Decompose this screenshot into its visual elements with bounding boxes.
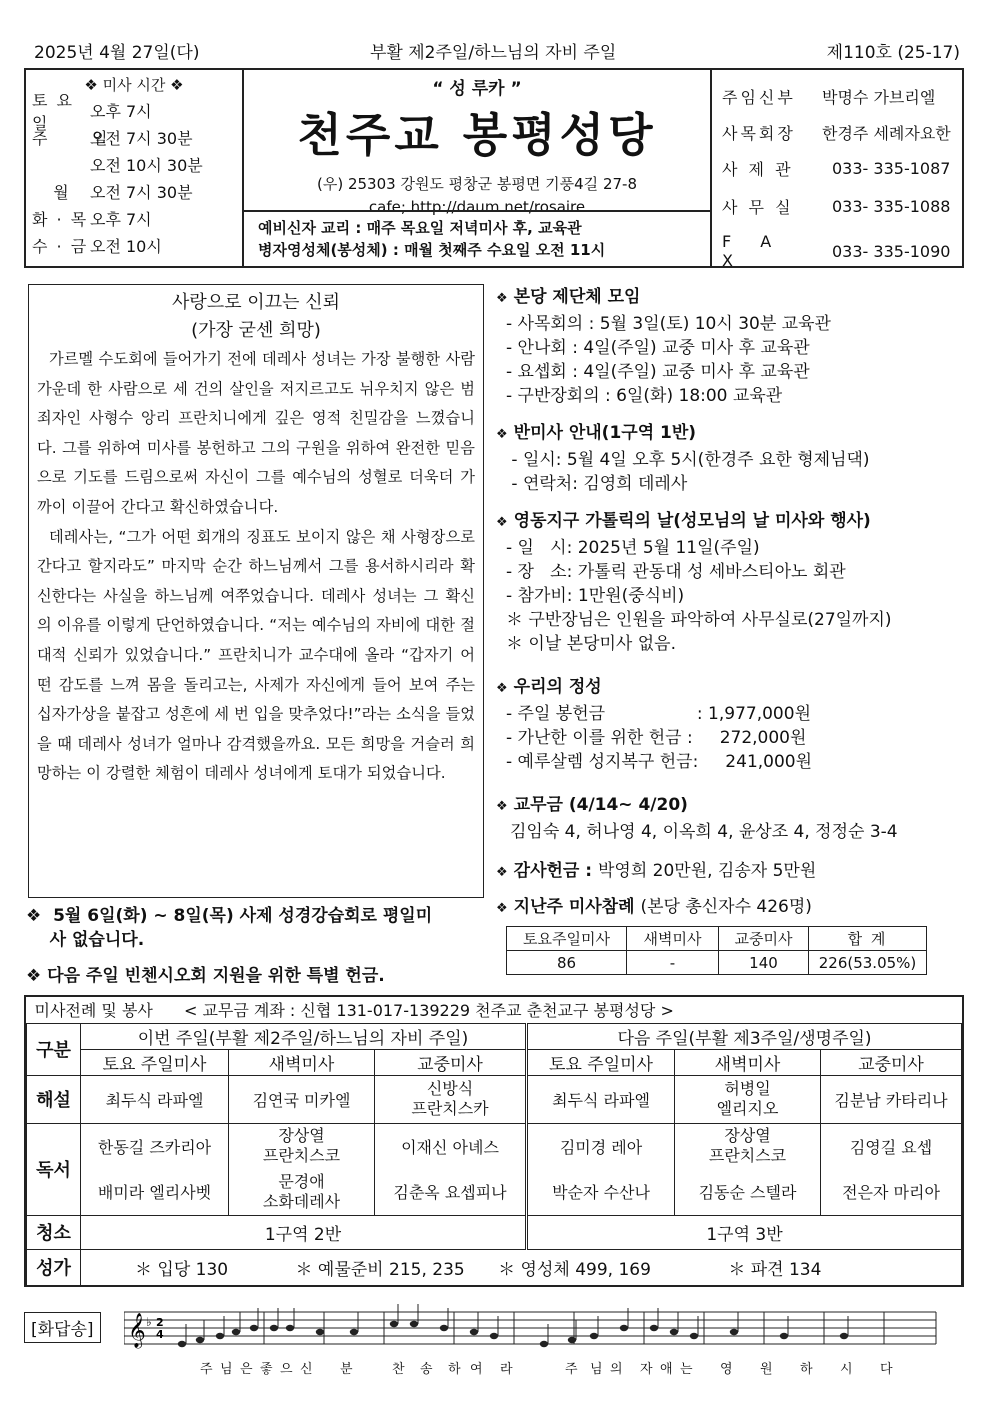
seminar-notice: ❖ 5월 6일(화) ~ 8일(목) 사제 성경강습회로 평일미 사 없습니다. xyxy=(26,906,433,950)
svg-text:4: 4 xyxy=(156,1328,164,1341)
dues-title: ❖ 교무금 (4/14~ 4/20) xyxy=(496,795,688,815)
lyric-syllable: 의 xyxy=(610,1362,624,1377)
table-cell: 최두식 라파엘 xyxy=(81,1075,229,1123)
list-item: - 안나회 : 4일(주일) 교중 미사 후 교육관 xyxy=(506,338,810,358)
reading-label: 독서 xyxy=(27,1123,81,1215)
meetings-title: ❖ 본당 제단체 모임 xyxy=(496,287,641,307)
music-staff xyxy=(124,1302,964,1356)
reflection-article xyxy=(28,284,484,898)
table-cell: 배미라 엘리사벳 xyxy=(81,1169,229,1215)
parish-block xyxy=(244,70,712,266)
thanks-section: ❖ 감사헌금 : 박영희 20만원, 김송자 5만원 xyxy=(496,861,817,881)
communion-notice: 병자영성체(봉성체) : 매월 첫째주 수요일 오전 11시 xyxy=(258,241,606,259)
lyric-syllable: 라 xyxy=(500,1362,514,1377)
lyric-syllable: 님 xyxy=(590,1362,604,1377)
table-cell: 박순자 수산나 xyxy=(527,1169,675,1215)
psalm-label: [화답송] xyxy=(24,1312,101,1343)
contact-row: 사 제 관 033- 335-1087 xyxy=(722,158,951,179)
contact-row: 사목회장 한경주 세례자요한 xyxy=(722,123,951,143)
header-box xyxy=(24,68,964,268)
music-note xyxy=(540,1341,548,1347)
table-cell: 장상열 프란치스코 xyxy=(229,1123,375,1169)
lyric-syllable: 영 xyxy=(720,1362,734,1377)
list-item: - 사목회의 : 5월 3일(토) 10시 30분 교육관 xyxy=(506,314,831,334)
music-note xyxy=(286,1325,294,1331)
diamond-icon: ❖ xyxy=(496,799,508,814)
lyric-syllable: 은 xyxy=(240,1362,254,1377)
list-item: - 구반장회의 : 6일(화) 18:00 교육관 xyxy=(506,386,783,406)
lyric-syllable: 여 xyxy=(470,1362,484,1377)
table-cell: 허병일 엘리지오 xyxy=(675,1075,821,1123)
mass-times xyxy=(26,70,244,266)
table-cell: 1구역 3반 xyxy=(527,1215,962,1249)
table-cell: 김미경 레아 xyxy=(527,1123,675,1169)
article-paragraph: 가르멜 수도회에 들어가기 전에 데레사 성녀는 가장 불행한 사람 가운데 한 사람으로 세 건의 살인을 저지르고도 뉘우치지 않은 범죄자인 사형수 앙리 프란치니에게 깊은 영적 친밀감을 느꼈습니다. 그를 위하여 미사를 봉헌하고 그의 구원을 위하여 완전한 믿음으로 기도를 드림으로써 자신이 그를 예수님의 성혈로 더욱더 가까이 이끌어 간다고 확신하였습니다. xyxy=(37,350,475,516)
contact-row: F A X 033- 335-1090 xyxy=(722,232,951,270)
table-cell: 장상열 프란치스코 xyxy=(675,1123,821,1169)
music-note xyxy=(440,1325,448,1331)
special-collection-notice: ❖ 다음 주일 빈첸시오회 지원을 위한 특별 헌금. xyxy=(26,966,385,986)
lyric-syllable: 주 xyxy=(200,1362,214,1377)
table-cell: 김춘옥 요셉피나 xyxy=(375,1169,527,1215)
table-cell: 한동길 즈카리아 xyxy=(81,1123,229,1169)
mass-row: 토 요 일 오후 7시 xyxy=(32,90,152,133)
commentary-label: 해설 xyxy=(27,1075,81,1123)
music-note xyxy=(470,1329,478,1335)
table-cell: 김연국 미카엘 xyxy=(229,1075,375,1123)
patron-saint: “ 성 루카 ” xyxy=(432,79,522,99)
music-note xyxy=(690,1333,698,1339)
music-note xyxy=(350,1329,358,1335)
music-note xyxy=(250,1325,258,1331)
lyric-syllable: 으 xyxy=(280,1362,294,1377)
list-item: - 가난한 이를 위한 헌금 : 272,000원 xyxy=(506,728,807,748)
parish-address: (우) 25303 강원도 평창군 봉평면 기풍4길 27-8 xyxy=(317,175,637,193)
music-note xyxy=(410,1321,418,1327)
list-item: - 일시: 5월 4일 오후 5시(한경주 요한 형제님댁) xyxy=(506,450,870,470)
contact-row: 주임신부 박명수 가브리엘 xyxy=(722,87,936,107)
catechism-notice: 예비신자 교리 : 매주 목요일 저녁미사 후, 교육관 xyxy=(258,219,582,237)
table-cell: 전은자 마리아 xyxy=(821,1169,962,1215)
gubun-label: 구분 xyxy=(27,1023,81,1075)
contacts xyxy=(712,70,962,270)
table-cell: 신방식 프란치스카 xyxy=(375,1075,527,1123)
music-note xyxy=(270,1325,278,1331)
music-note xyxy=(650,1325,658,1331)
list-item: - 참가비: 1만원(중식비) xyxy=(506,586,685,606)
music-note xyxy=(490,1333,498,1339)
mass-row: 수 · 금 오전 10시 xyxy=(32,237,162,256)
lyric-syllable: 하 xyxy=(448,1362,462,1377)
bulletin-date: 2025년 4월 27일(다) xyxy=(34,43,200,63)
music-note xyxy=(196,1337,204,1343)
table-cell: 최두식 라파엘 xyxy=(527,1075,675,1123)
list-item: ＊ 구반장님은 인원을 파악하여 사무실로(27일까지) xyxy=(506,610,892,630)
mass-row: 월 오전 7시 30분 xyxy=(32,183,193,202)
lyric-syllable: 님 xyxy=(220,1362,234,1377)
diamond-icon: ❖ xyxy=(496,515,508,530)
svg-text:♭: ♭ xyxy=(146,1315,152,1329)
table-cell: 김분남 카타리나 xyxy=(821,1075,962,1123)
music-note xyxy=(620,1325,628,1331)
lyric-syllable: 원 xyxy=(760,1362,774,1377)
schedule-caption: 미사전례 및 봉사 < 교무금 계좌 : 신협 131-017-139229 천주교 춘천교구 봉평성당 > xyxy=(27,997,962,1023)
mass-row: 화 · 목 오후 7시 xyxy=(32,210,152,229)
offering-title: ❖ 우리의 정성 xyxy=(496,677,602,697)
music-note xyxy=(568,1337,576,1343)
diamond-icon: ❖ xyxy=(496,681,508,696)
hymn-list: ＊ 입당 130 ＊ 예물준비 215, 235 ＊ 영성체 499, 169 ＊ 파견 134 xyxy=(81,1249,962,1285)
diamond-icon: ❖ xyxy=(496,865,508,880)
list-item: - 장 소: 가톨릭 관동대 성 세바스티아노 회관 xyxy=(506,562,846,582)
music-note xyxy=(670,1329,678,1335)
lyric-syllable: 하 xyxy=(800,1362,814,1377)
music-note xyxy=(730,1329,738,1335)
parish-name: 천주교 봉평성당 xyxy=(297,108,657,162)
mass-row: 오전 10시 30분 xyxy=(90,156,203,175)
article-title: 사랑으로 이끄는 신뢰 xyxy=(172,292,340,313)
attendance-title: ❖ 지난주 미사참례 (본당 총신자수 426명) xyxy=(496,897,812,917)
table-cell: 김동순 스텔라 xyxy=(675,1169,821,1215)
diamond-icon: ❖ xyxy=(496,291,508,306)
lyric-syllable: 좋 xyxy=(260,1362,274,1377)
feast-title: 부활 제2주일/하느님의 자비 주일 xyxy=(370,43,617,63)
table-cell: 문경애 소화데레사 xyxy=(229,1169,375,1215)
lyric-syllable: 찬 xyxy=(392,1362,406,1377)
table-cell: 1구역 2반 xyxy=(81,1215,527,1249)
issue-number: 제110호 (25-17) xyxy=(826,43,960,63)
list-item: - 연락처: 김영희 데레사 xyxy=(506,474,688,494)
svg-text:2: 2 xyxy=(156,1316,164,1329)
top-line xyxy=(30,38,960,64)
lyric-syllable: 는 xyxy=(680,1362,694,1377)
treble-clef-icon: 𝄞 xyxy=(128,1313,146,1348)
mass-row: 주 일 오전 7시 30분 xyxy=(32,129,193,148)
diamond-icon: ❖ xyxy=(496,427,508,442)
lyric-syllable: 시 xyxy=(840,1362,854,1377)
catholic-day-title: ❖ 영동지구 가톨릭의 날(성모님의 날 미사와 행사) xyxy=(496,511,871,531)
table-cell: 김영길 요셉 xyxy=(821,1123,962,1169)
lyric-syllable: 신 xyxy=(300,1362,314,1377)
lyric-syllable: 송 xyxy=(420,1362,434,1377)
music-note xyxy=(390,1321,398,1327)
lyric-syllable: 다 xyxy=(880,1362,894,1377)
table-cell: 이재신 아녜스 xyxy=(375,1123,527,1169)
mass-times-title: ❖ 미사 시간 ❖ xyxy=(84,76,184,94)
next-week-header: 다음 주일(부활 제3주일/생명주일) xyxy=(527,1023,962,1049)
list-item: ＊ 이날 본당미사 없음. xyxy=(506,634,676,654)
contact-row: 사 무 실 033- 335-1088 xyxy=(722,196,951,217)
music-note xyxy=(316,1329,324,1335)
music-note xyxy=(780,1333,788,1339)
attendance-table: 토요주일미사 새벽미사 교중미사 합 계 86 - 140 226(53.05%) xyxy=(506,926,927,975)
lyric-syllable: 주 xyxy=(565,1362,579,1377)
dues-list: 김임숙 4, 허나영 4, 이옥희 4, 윤상조 4, 정정순 3-4 xyxy=(510,822,898,842)
music-note xyxy=(216,1333,224,1339)
article-subtitle: (가장 굳센 희망) xyxy=(191,320,321,341)
music-note xyxy=(178,1341,186,1347)
list-item: - 일 시: 2025년 5월 11일(주일) xyxy=(506,538,760,558)
article-paragraph: 데레사는, “그가 어떤 회개의 징표도 보이지 않은 채 사형장으로 간다고 할지라도” 마지막 순간 하느님께서 그를 용서하시리라 확신한다는 사실을 하느님께 여쭈었습니다. 데레사 성녀는 그 확신의 이유를 이렇게 단언하였습니다. “저는 예수님의 자비에 대한 절대적 신뢰가 있었습니다.” 프란치니가 교수대에 올라 “갑자기 어떤 감도를 느껴 몸을 돌리고는, 사제가 자신에게 들어 보여 주는 십자가상을 붙잡고 성흔에 세 번 입을 맞추었다!”라는 소식을 들었을 때 데레사 성녀가 얼마나 감격했을까요. 모든 희망을 거슬러 희망하는 이 강렬한 체험이 데레사 성녀에게 토대가 되었습니다. xyxy=(37,527,475,783)
list-item: - 주일 봉헌금 : 1,977,000원 xyxy=(506,704,811,724)
announcements xyxy=(496,284,956,975)
music-note xyxy=(840,1333,848,1339)
diamond-icon: ❖ xyxy=(496,901,508,916)
this-week-header: 이번 주일(부활 제2주일/하느님의 자비 주일) xyxy=(81,1023,527,1049)
lyric-syllable: 분 xyxy=(340,1362,354,1377)
lyric-syllable: 애 xyxy=(660,1362,674,1377)
parish-cafe-link[interactable]: cafe; http://daum.net/rosaire xyxy=(368,198,586,216)
banmisa-title: ❖ 반미사 안내(1구역 1반) xyxy=(496,423,697,443)
music-note xyxy=(590,1333,598,1339)
music-note xyxy=(232,1329,240,1335)
liturgy-schedule: 미사전례 및 봉사 < 교무금 계좌 : 신협 131-017-139229 천주교 춘천교구 봉평성당 > 구분 이번 주일(부활 제2주일/하느님의 자비 주일) 다음 주일(부활 제3주일/생명주일) 토요 주일미사 새벽미사 교중미사 토요 주일미사 새벽미사 교중미사 해설 최두식 라파엘 김연국 미카엘 신방식 프란치스카 최두식 라파엘 허병일 엘리지오 김분남 카타리나 독서 한동길 즈카리아 장상열 프란치스코 이재신 아녜스 김미경 레아 장상열 프란치스코 김영길 요셉 배미라 엘리사벳 문경애 소화데레사 김춘옥 요셉피나 박순자 수산나 김동순 스텔라 전은자 마리아 청소 1구역 2반 1구역 3반 성가 ＊ 입당 130 ＊ 예물준비 215, 235 ＊ 영성체 499, 169 ＊ 파견 134 xyxy=(24,995,964,1287)
hymn-label: 성가 xyxy=(27,1249,81,1285)
cleaning-label: 청소 xyxy=(27,1215,81,1249)
list-item: - 요셉회 : 4일(주일) 교중 미사 후 교육관 xyxy=(506,362,810,382)
parish-notice-box xyxy=(244,210,710,266)
list-item: - 예루살렘 성지복구 헌금: 241,000원 xyxy=(506,752,813,772)
responsorial-psalm xyxy=(24,1298,964,1378)
lyric-syllable: 자 xyxy=(640,1362,654,1377)
